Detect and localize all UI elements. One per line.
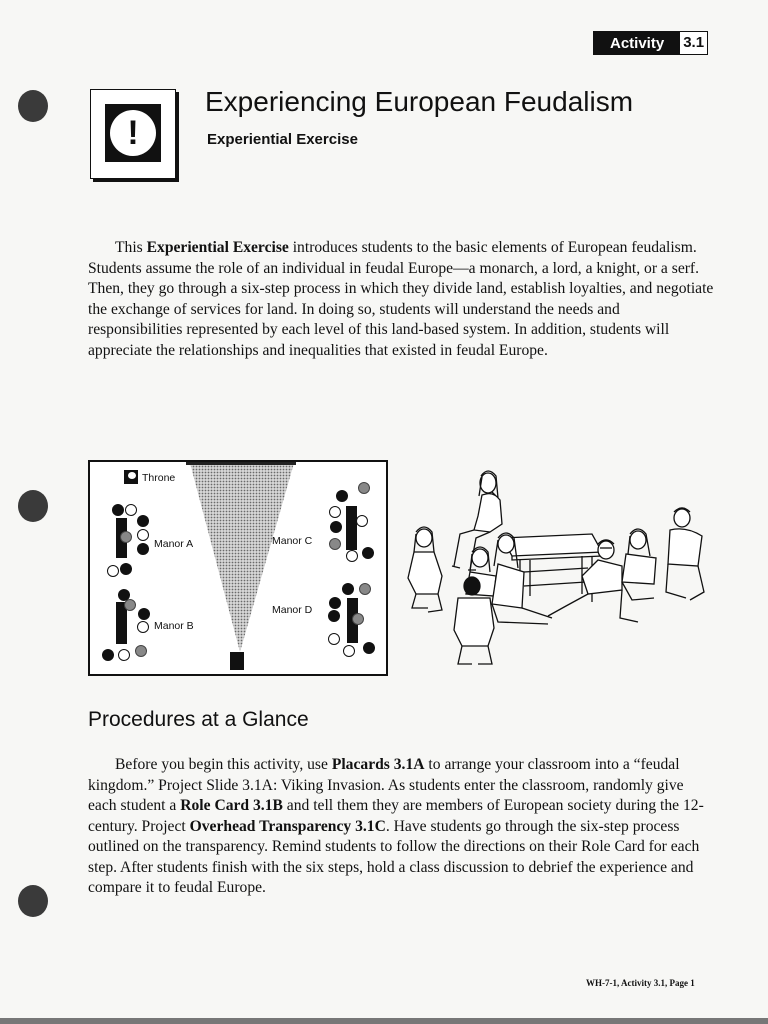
exclamation-icon: ! xyxy=(105,104,161,162)
procedures-heading: Procedures at a Glance xyxy=(88,708,309,731)
role-card-ref: Role Card 3.1B xyxy=(180,797,283,814)
transparency-ref: Overhead Transparency 3.1C xyxy=(189,817,386,835)
alert-icon-box xyxy=(90,89,176,179)
page-title: Experiencing European Feudalism xyxy=(205,86,634,117)
classroom-diagram xyxy=(88,460,388,676)
page-footer: WH-7-1, Activity 3.1, Page 1 xyxy=(586,978,695,988)
activity-badge xyxy=(593,31,708,55)
procedures-paragraph: Before you begin this activity, use Placards 3.1A to arrange your classroom into a “feudal kingdom.” Project Slide 3.1A: Viking Invasion. As students enter the classroom, randomly give each student a Role Card 3.1B and tell them they are members of European society during the 12-century. Project Overhead Transparency 3.1C. Have students go through the six-step process outlined on the transparency. Remind students to follow the directions on their Role Card for each step. After students finish with the six steps, hold a class discussion to debrief the experience and compare it to feudal Europe. xyxy=(88,756,704,896)
students-illustration xyxy=(402,468,712,668)
throne-label: Throne xyxy=(142,472,176,484)
binder-hole-bottom xyxy=(18,885,48,917)
binder-hole-middle xyxy=(18,490,48,522)
page-bottom-edge xyxy=(0,1018,768,1024)
page-subtitle: Experiential Exercise xyxy=(207,131,358,148)
activity-label: Activity xyxy=(594,32,678,54)
activity-number: 3.1 xyxy=(678,32,707,54)
manor-a-label: Manor A xyxy=(154,538,194,550)
placards-ref: Placards 3.1A xyxy=(331,756,425,773)
intro-term: Experiential Exercise xyxy=(146,239,289,256)
intro-paragraph: This Experiential Exercise introduces students to the basic elements of European feudalism. Students assume the role of an individual in feudal Europe—a monarch, a lord, a knight, or a serf. Then, they go through a six-step process in which they divide land, establish loyalties, and negotiate the exchange of services for land. In doing so, students will understand the needs and responsibilities represented by each level of this land-based system. In addition, students will appreciate the relationships and inequalities that existed in feudal Europe. xyxy=(88,239,714,359)
manor-c-label: Manor C xyxy=(272,535,313,547)
manor-b-label: Manor B xyxy=(154,620,194,632)
binder-hole-top xyxy=(18,90,48,122)
manor-d-label: Manor D xyxy=(272,604,313,616)
projector-icon xyxy=(230,652,244,670)
